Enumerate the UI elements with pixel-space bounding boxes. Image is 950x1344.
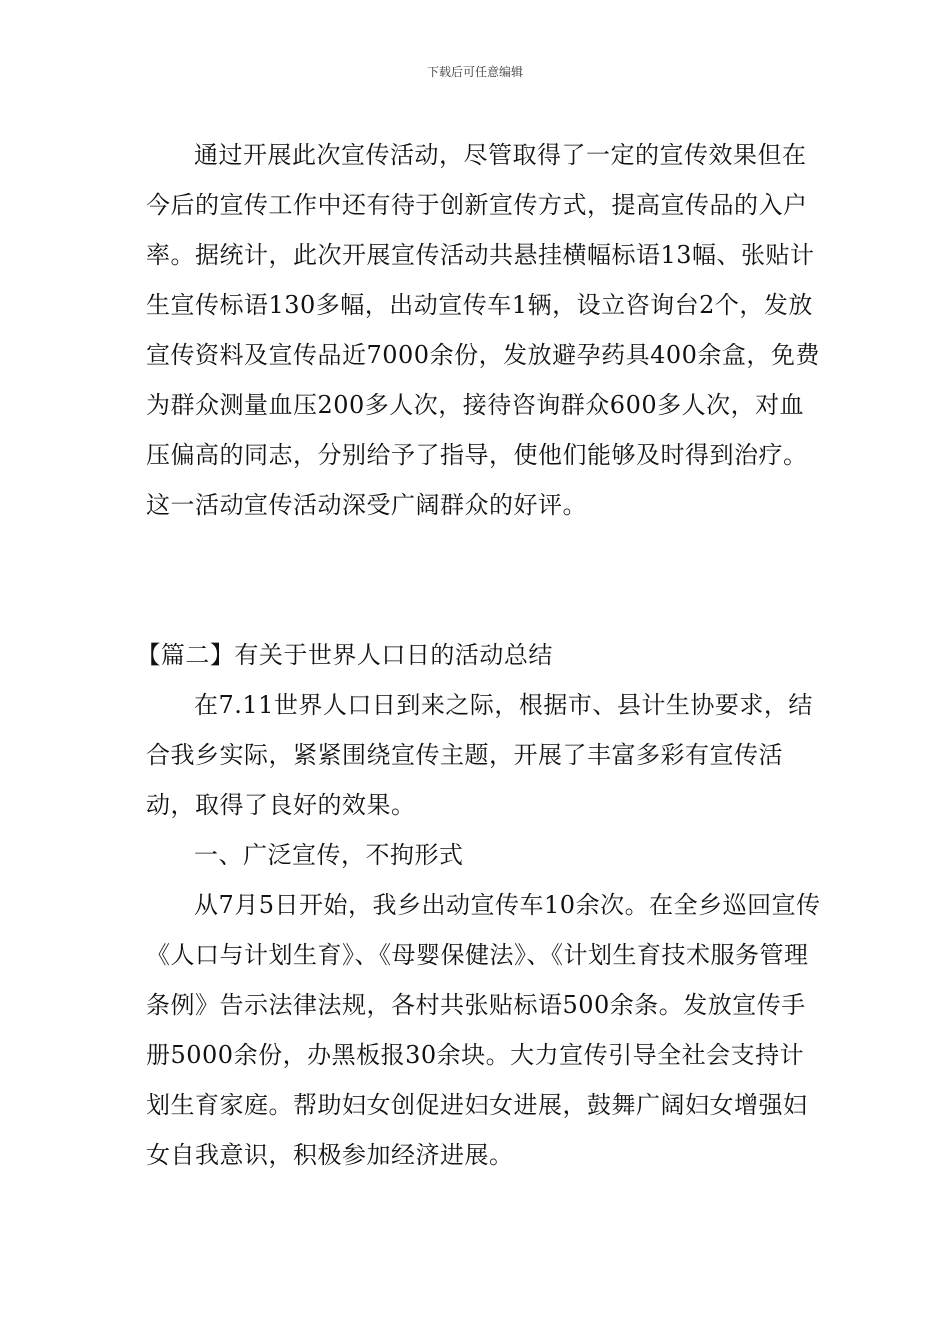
section-gap [146,530,826,630]
document-body [136,130,826,1180]
page-header: 下载后可任意编辑 [426,65,523,79]
section2-subheading: 一、广泛宣传，不拘形式 [194,841,464,869]
section1-paragraph: 通过开展此次宣传活动，尽管取得了一定的宣传效果但在今后的宣传工作中还有待于创新宣传方式，提高宣传品的入户率。据统计，此次开展宣传活动共悬挂横幅标语13幅、张贴计生宣传标语130多幅，出动宣传车1辆，设立咨询台2个，发放宣传资料及宣传品近7000余份，发放避孕药具400余盒，免费为群众测量血压200多人次，接待咨询群众600多人次，对血压偏高的同志，分别给予了指导，使他们能够及时得到治疗。这一活动宣传活动深受广阔群众的好评。 [146,141,820,519]
section2-intro: 在7.11世界人口日到来之际，根据市、县计生协要求，结合我乡实际，紧紧围绕宣传主题，开展了丰富多彩有宣传活动，取得了良好的效果。 [146,691,813,819]
section2-title: 【篇二】有关于世界人口日的活动总结 [136,641,553,669]
section2-body: 从7月5日开始，我乡出动宣传车10余次。在全乡巡回宣传《人口与计划生育》、《母婴保健法》、《计划生育技术服务管理条例》告示法律法规，各村共张贴标语500余条。发放宣传手册5000余份，办黑板报30余块。大力宣传引导全社会支持计划生育家庭。帮助妇女创促进妇女进展，鼓舞广阔妇女增强妇女自我意识，积极参加经济进展。 [146,891,821,1169]
